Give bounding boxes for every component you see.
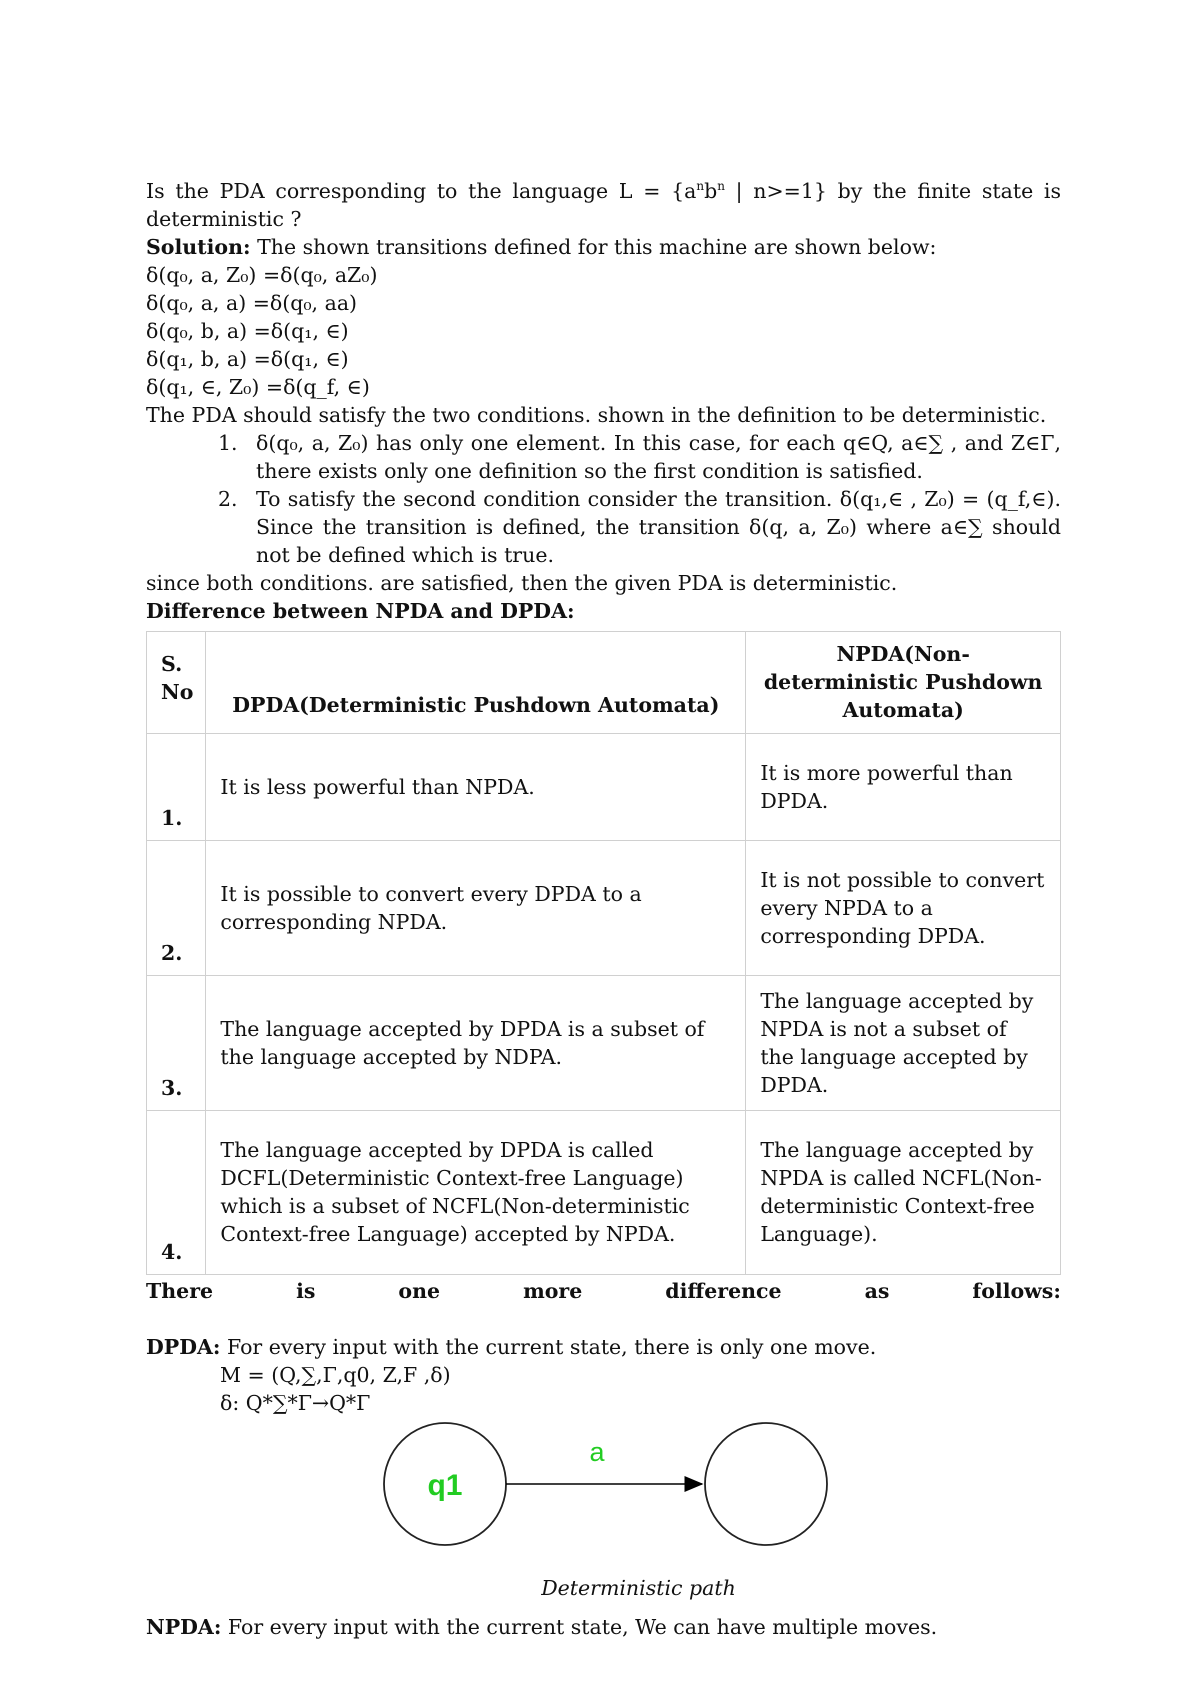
cell-sno: 3. [147,975,206,1110]
transition-line: δ(q₀, b, a) =δ(q₁, ∈) [146,318,349,343]
condition-item: 2. To satisfy the second condition consider the transition. δ(q₁,∈ , Z₀) = (q_f,∈). Since the transition is defined, the transition δ(q, a, Z₀) where a∈∑ should not be defined which is true. [218,486,1061,567]
condition-item: 1. δ(q₀, a, Z₀) has only one element. In this case, for each q∈Q, a∈∑ , and Z∈Γ, there exists only one definition so the first condition is satisfied. [218,430,1061,483]
cell-dpda: It is less powerful than NPDA. [206,733,746,840]
table-row [147,733,1061,840]
section-heading: Difference between NPDA and DPDA: [146,598,575,623]
table-header-row [147,631,1061,733]
cell-dpda: It is possible to convert every DPDA to a corresponding NPDA. [206,840,746,975]
header-sno: S. No [147,631,206,733]
target-state-circle [705,1423,827,1545]
question-paragraph: Is the PDA corresponding to the language $L = \{a^nb^n$ | n>=1} by the finite state is deterministic ? [146,178,1061,231]
solution-label: Solution: [146,234,251,259]
one-more-difference-line: There is one more difference as follows: [146,1278,1061,1303]
cell-npda: The language accepted by NPDA is not a subset of the language accepted by DPDA. [746,975,1061,1110]
conclusion: since both conditions. are satisfied, then the given PDA is deterministic. [146,570,898,595]
cell-npda: It is more powerful than DPDA. [746,733,1061,840]
machine-tuple: M = (Q,∑,Γ,q0, Z,F ,δ) [220,1362,451,1387]
deterministic-path-figure [146,1417,1061,1613]
transition-list [146,261,1061,401]
delta-signature: δ: Q*∑*Γ→Q*Γ [220,1390,371,1415]
cell-npda: It is not possible to convert every NPDA to a corresponding DPDA. [746,840,1061,975]
transition-line: δ(q₁, b, a) =δ(q₁, ∈) [146,346,349,371]
cell-sno: 4. [147,1110,206,1274]
dpda-definition: DPDA: For every input with the current state, there is only one move. [146,1334,877,1359]
superscript-n: n [696,179,705,193]
figure-caption: Deterministic path [541,1575,736,1600]
transition-line: δ(q₀, a, a) =δ(q₀, aa) [146,290,358,315]
edge-label-a: a [589,1436,605,1467]
solution-line: Solution: The shown transitions defined for this machine are shown below: [146,234,937,259]
state-q1-label: q1 [427,1468,463,1502]
header-dpda: DPDA(Deterministic Pushdown Automata) [206,631,746,733]
cell-dpda: The language accepted by DPDA is a subset of the language accepted by NDPA. [206,975,746,1110]
document-body [146,172,1061,1641]
npda-definition: NPDA: For every input with the current state, We can have multiple moves. [146,1614,938,1639]
cell-sno: 1. [147,733,206,840]
table-row [147,975,1061,1110]
table-row [147,1110,1061,1274]
cell-dpda: The language accepted by DPDA is called DCFL(Deterministic Context-free Language) which is a subset of NCFL(Non-deterministic Context-free Language) accepted by NPDA. [206,1110,746,1274]
blank-line [146,1305,1061,1333]
conditions-list [146,429,1061,569]
comparison-table [146,631,1061,1275]
transition-line: δ(q₀, a, Z₀) =δ(q₀, aZ₀) [146,262,378,287]
transition-line: δ(q₁, ∈, Z₀) =δ(q_f, ∈) [146,374,370,399]
conditions-intro: The PDA should satisfy the two conditions. shown in the definition to be deterministic. [146,402,1047,427]
superscript-n: n [717,179,725,193]
table-row [147,840,1061,975]
cell-npda: The language accepted by NPDA is called NCFL(Non-deterministic Context-free Language). [746,1110,1061,1274]
header-npda: NPDA(Non-deterministic Pushdown Automata) [746,631,1061,733]
cell-sno: 2. [147,840,206,975]
